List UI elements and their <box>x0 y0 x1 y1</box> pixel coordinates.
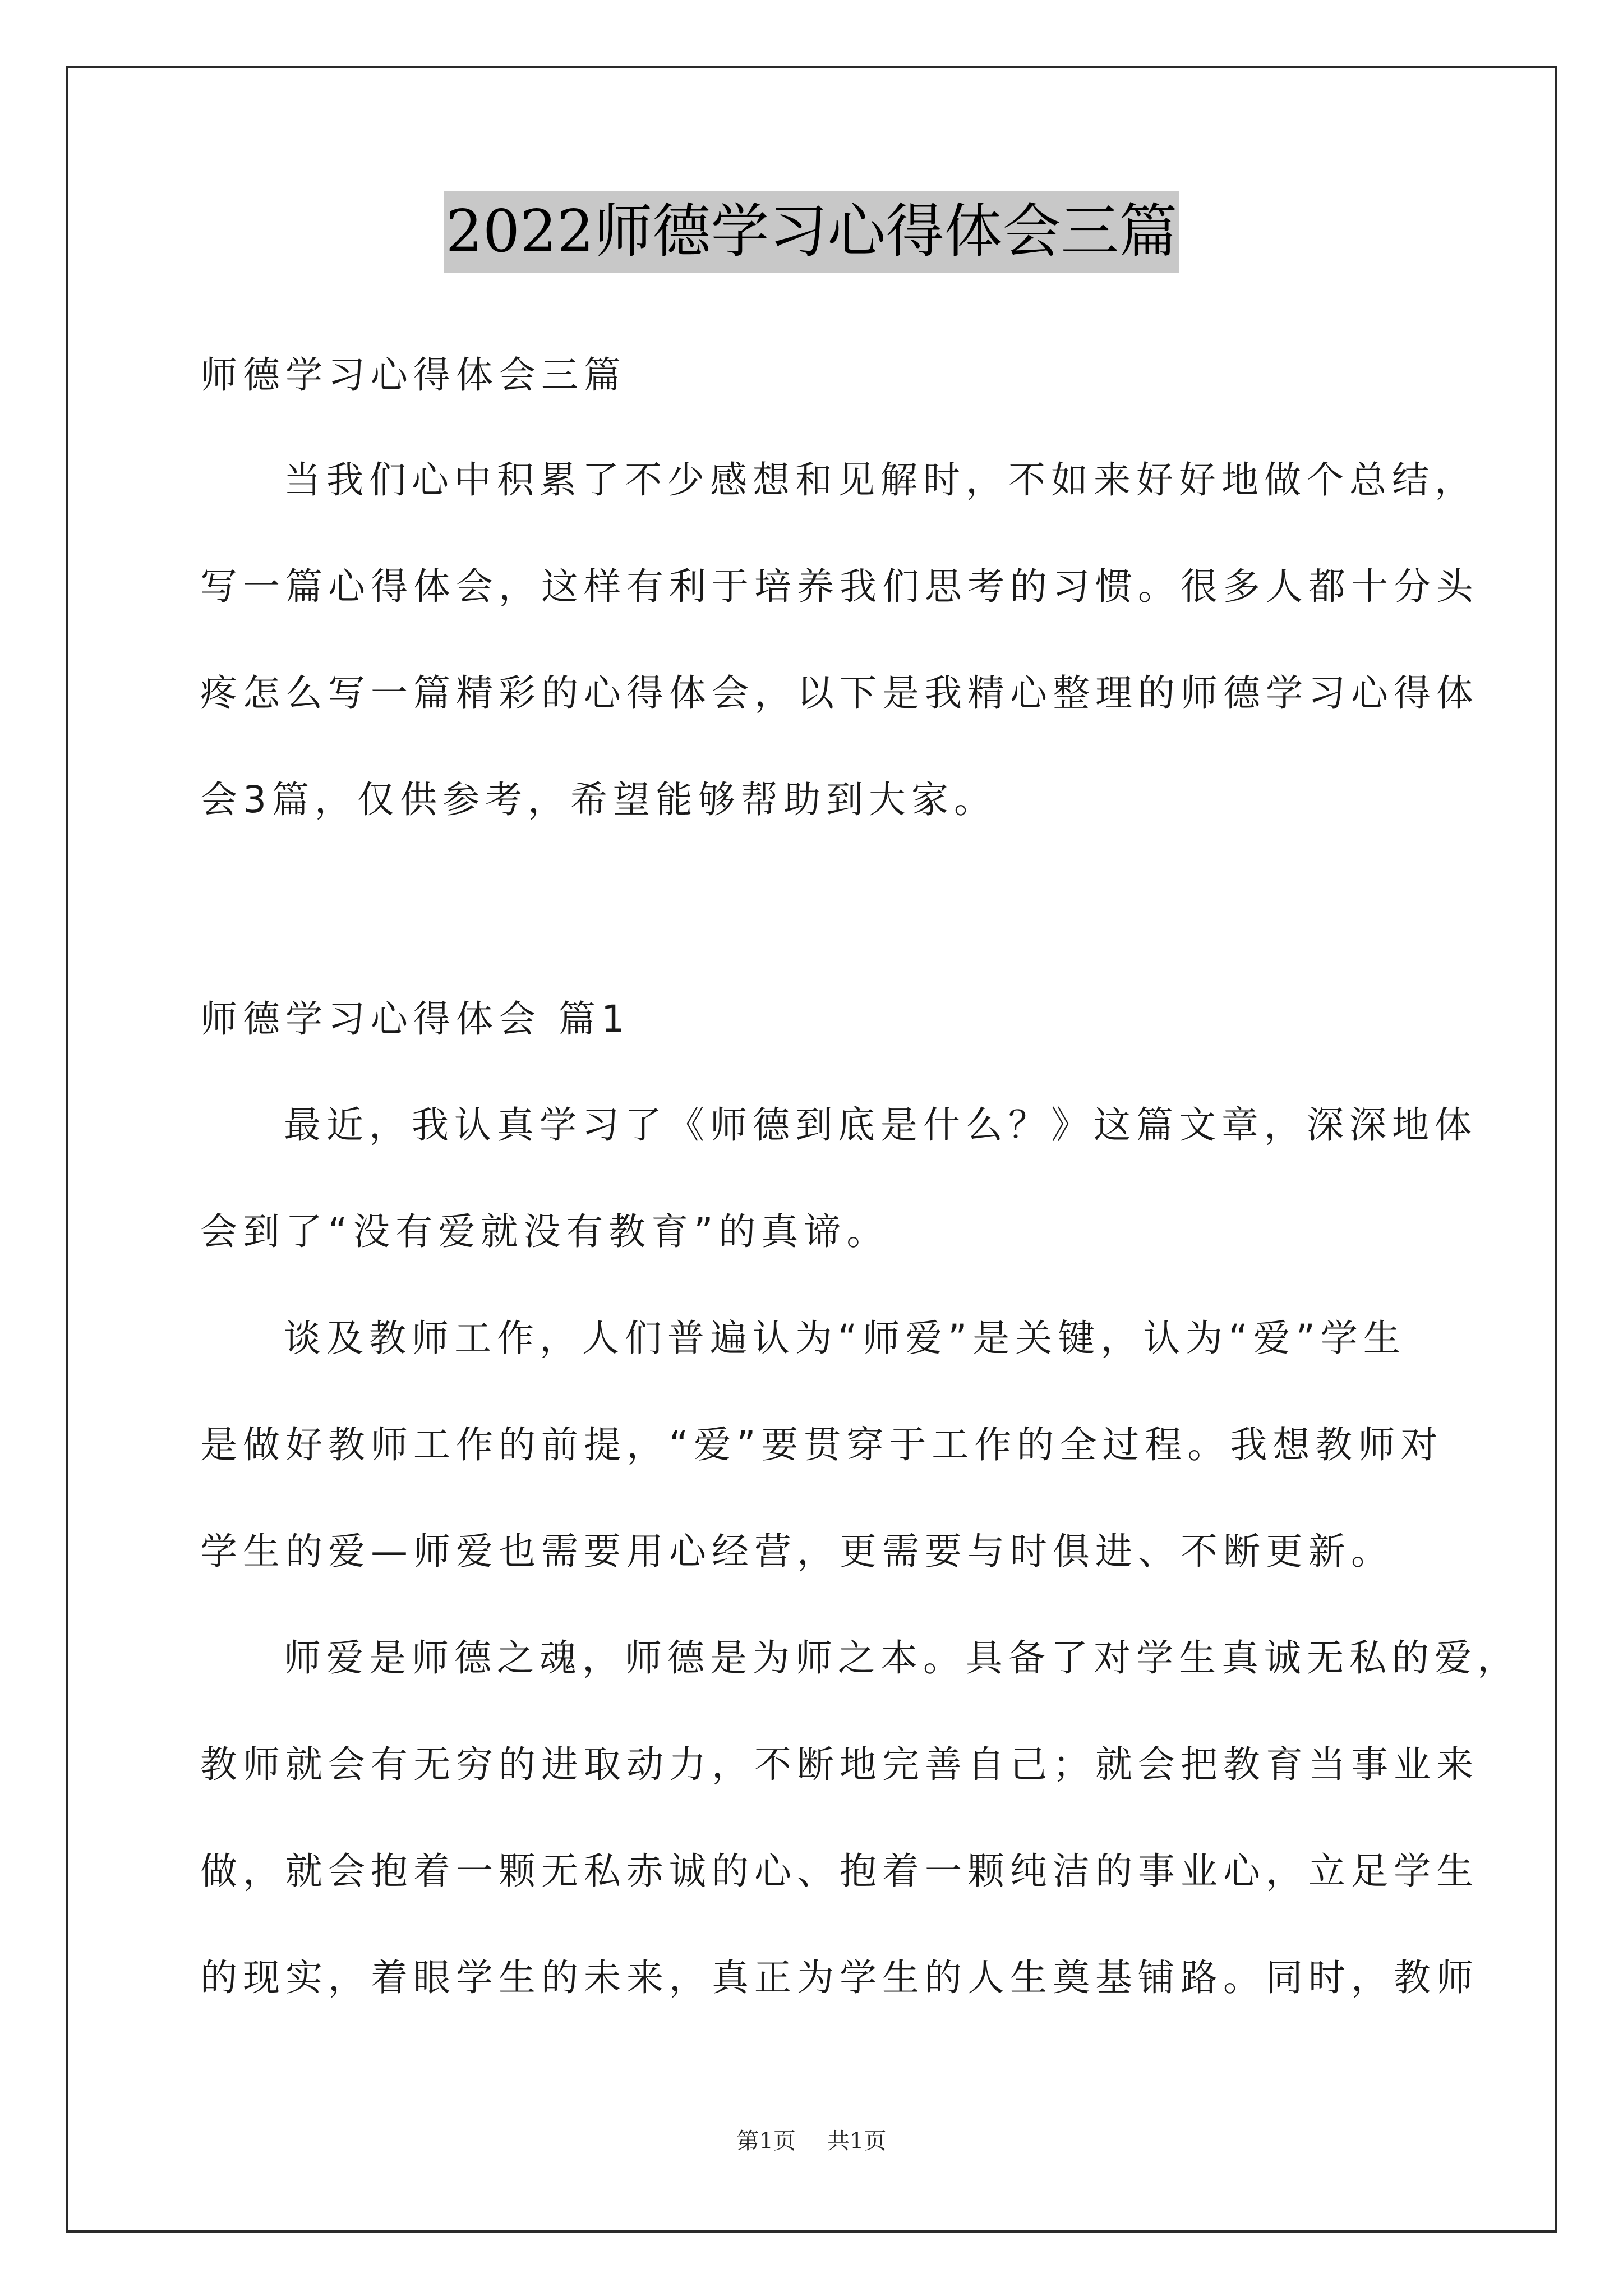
document-title <box>0 197 1623 265</box>
intro-line: 写一篇心得体会，这样有利于培养我们思考的习惯。很多人都十分头 <box>200 565 1479 608</box>
page-number: 第1页 <box>736 2128 796 2154</box>
body-line: 是做好教师工作的前提，“爱”要贯穿于工作的全过程。我想教师对 <box>200 1423 1444 1466</box>
intro-line: 会3篇，仅供参考，希望能够帮助到大家。 <box>200 778 997 821</box>
body-line: 的现实，着眼学生的未来，真正为学生的人生奠基铺路。同时，教师 <box>200 1956 1479 1999</box>
body-line: 谈及教师工作，人们普遍认为“师爱”是关键，认为“爱”学生 <box>284 1317 1406 1360</box>
body-line: 会到了“没有爱就没有教育”的真谛。 <box>200 1210 889 1253</box>
page-footer <box>0 2130 1623 2152</box>
page-total: 共1页 <box>827 2128 887 2154</box>
intro-line: 当我们心中积累了不少感想和见解时，不如来好好地做个总结， <box>284 458 1477 501</box>
body-line: 教师就会有无穷的进取动力，不断地完善自己；就会把教育当事业来 <box>200 1743 1479 1786</box>
body-line: 做，就会抱着一颗无私赤诚的心、抱着一颗纯洁的事业心，立足学生 <box>200 1849 1479 1893</box>
document-title-text: 2022师德学习心得体会三篇 <box>444 191 1180 273</box>
body-line: 学生的爱—师爱也需要用心经营，更需要与时俱进、不断更新。 <box>200 1530 1394 1573</box>
intro-line: 疼怎么写一篇精彩的心得体会，以下是我精心整理的师德学习心得体 <box>200 671 1479 715</box>
body-line: 师爱是师德之魂，师德是为师之本。具备了对学生真诚无私的爱， <box>284 1636 1520 1680</box>
section-heading: 师德学习心得体会 篇1 <box>200 997 630 1041</box>
section-heading: 师德学习心得体会三篇 <box>200 353 626 397</box>
body-line: 最近，我认真学习了《师德到底是什么？》这篇文章，深深地体 <box>284 1103 1477 1147</box>
